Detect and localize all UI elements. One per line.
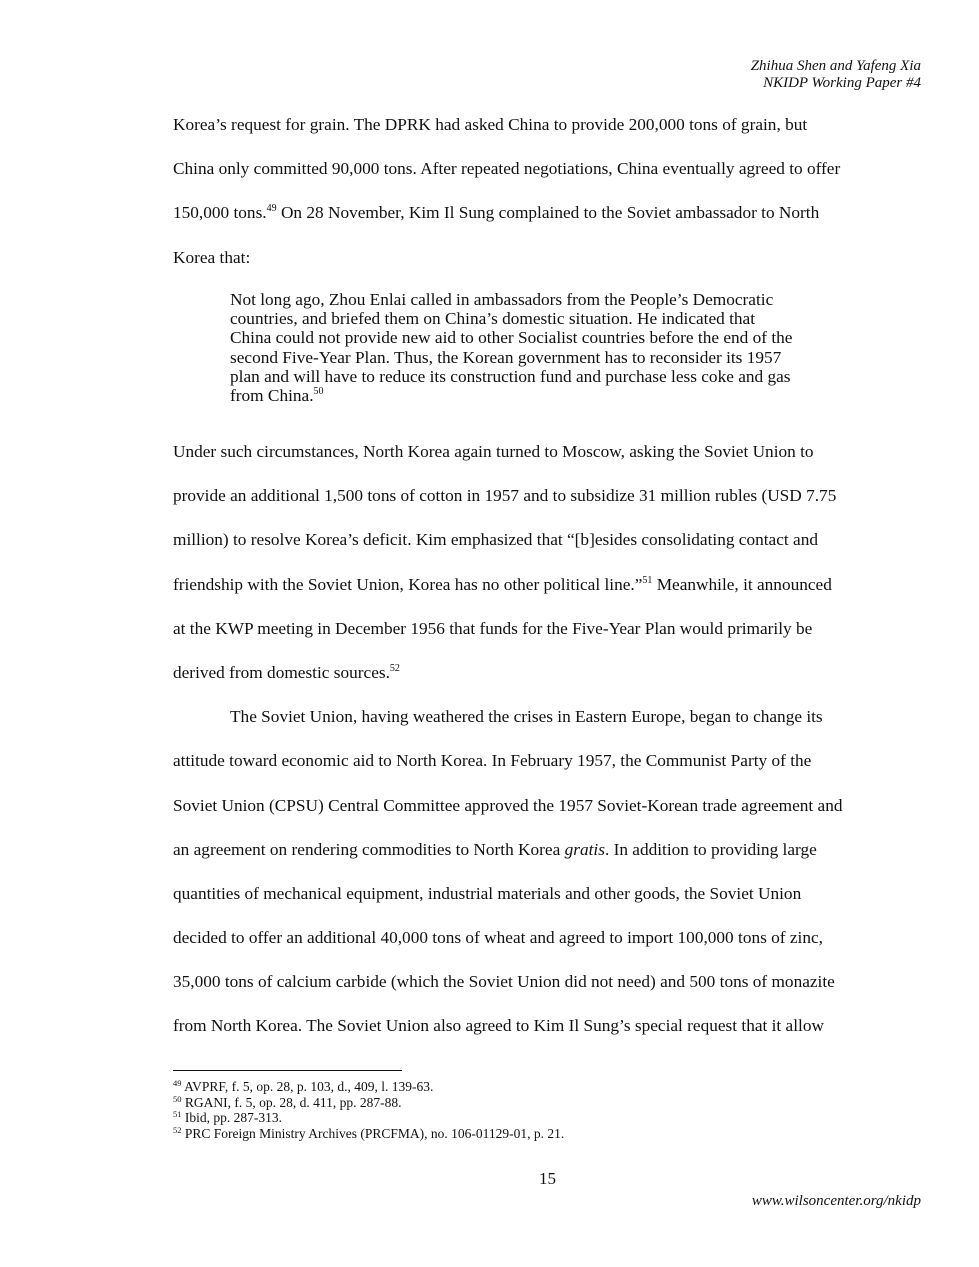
text-line: decided to offer an additional 40,000 tons of wheat and agreed to import 100,000 tons of zinc, (173, 928, 823, 948)
footnote-ref-52[interactable]: 52 (389, 662, 400, 674)
footnote (173, 1095, 564, 1111)
footnote-ref-51[interactable]: 51 (642, 574, 653, 586)
text-span: derived from domestic sources. (173, 662, 390, 682)
text-line: The Soviet Union, having weathered the crises in Eastern Europe, began to change its (230, 707, 823, 727)
text-line (173, 651, 921, 695)
text-line: from North Korea. The Soviet Union also agreed to Kim Il Sung’s special request that it allow (173, 1016, 824, 1036)
text-line: Korea that: (173, 247, 251, 267)
text-span: friendship with the Soviet Union, Korea has no other political line.” (173, 574, 643, 594)
text-span: On 28 November, Kim Il Sung complained to the Soviet ambassador to North (276, 203, 820, 223)
italic-term: gratis (564, 839, 605, 859)
footnote-text: Ibid, pp. 287-313. (181, 1110, 282, 1125)
text-line: Soviet Union (CPSU) Central Committee approved the 1957 Soviet-Korean trade agreement and (173, 795, 843, 815)
quote-line: countries, and briefed them on China’s domestic situation. He indicated that (230, 309, 756, 329)
footnote-ref-49[interactable]: 49 (266, 203, 277, 215)
block-quote (230, 290, 870, 405)
paragraph-2-and-3 (173, 430, 921, 1049)
text-line: China only committed 90,000 tons. After repeated negotiations, China eventually agreed to offer (173, 159, 841, 179)
text-line (173, 828, 921, 872)
text-line: provide an additional 1,500 tons of cotton in 1957 and to subsidize 31 million rubles (USD 7.75 (173, 486, 837, 506)
quote-line: second Five-Year Plan. Thus, the Korean government has to reconsider its 1957 (230, 347, 782, 367)
footnote-text: RGANI, f. 5, op. 28, d. 411, pp. 287-88. (181, 1094, 402, 1110)
footnote-text: AVPRF, f. 5, op. 28, p. 103, d., 409, l. 139-63. (181, 1079, 434, 1094)
paragraph-1 (173, 103, 921, 280)
footnote-ref-50[interactable]: 50 (313, 385, 324, 397)
header-series: NKIDP Working Paper #4 (763, 75, 921, 91)
footnote-text: PRC Foreign Ministry Archives (PRCFMA), no. 106-01129-01, p. 21. (181, 1125, 565, 1141)
text-span: from China. (230, 385, 314, 405)
running-header (751, 58, 921, 92)
text-span: 150,000 tons. (173, 203, 267, 223)
footnote-number: 51 (173, 1109, 182, 1119)
footnote (173, 1110, 564, 1126)
text-line: Under such circumstances, North Korea again turned to Moscow, asking the Soviet Union to (173, 442, 814, 461)
footnote-number: 49 (173, 1078, 182, 1088)
footer-url[interactable]: www.wilsoncenter.org/nkidp (751, 1193, 921, 1209)
text-line (173, 191, 921, 235)
quote-line: China could not provide new aid to other Socialist countries before the end of the (230, 328, 793, 348)
quote-line: plan and will have to reduce its construction fund and purchase less coke and gas (230, 366, 791, 386)
text-line: 35,000 tons of calcium carbide (which the Soviet Union did not need) and 500 tons of monazite (173, 972, 835, 992)
text-line (173, 563, 921, 607)
text-span: Meanwhile, it announced (652, 574, 832, 594)
text-line: million) to resolve Korea’s deficit. Kim emphasized that “[b]esides consolidating contact and (173, 530, 818, 550)
quote-line (230, 386, 870, 405)
text-span: an agreement on rendering commodities to North Korea (173, 839, 565, 859)
text-line: at the KWP meeting in December 1956 that funds for the Five-Year Plan would primarily be (173, 618, 813, 638)
footnote-number: 50 (173, 1093, 182, 1104)
footnotes (173, 1079, 564, 1141)
header-authors: Zhihua Shen and Yafeng Xia (750, 58, 921, 74)
footnote-number: 52 (173, 1124, 182, 1135)
page-number: 15 (539, 1169, 556, 1188)
footnote-divider (173, 1070, 402, 1071)
text-line: attitude toward economic aid to North Korea. In February 1957, the Communist Party of the (173, 751, 812, 771)
text-line: Korea’s request for grain. The DPRK had asked China to provide 200,000 tons of grain, but (173, 115, 808, 134)
quote-line: Not long ago, Zhou Enlai called in ambassadors from the People’s Democratic (230, 290, 774, 309)
text-line: quantities of mechanical equipment, industrial materials and other goods, the Soviet Union (173, 883, 802, 903)
text-span: . In addition to providing large (604, 839, 817, 859)
footnote (173, 1079, 564, 1095)
footnote (173, 1126, 564, 1142)
